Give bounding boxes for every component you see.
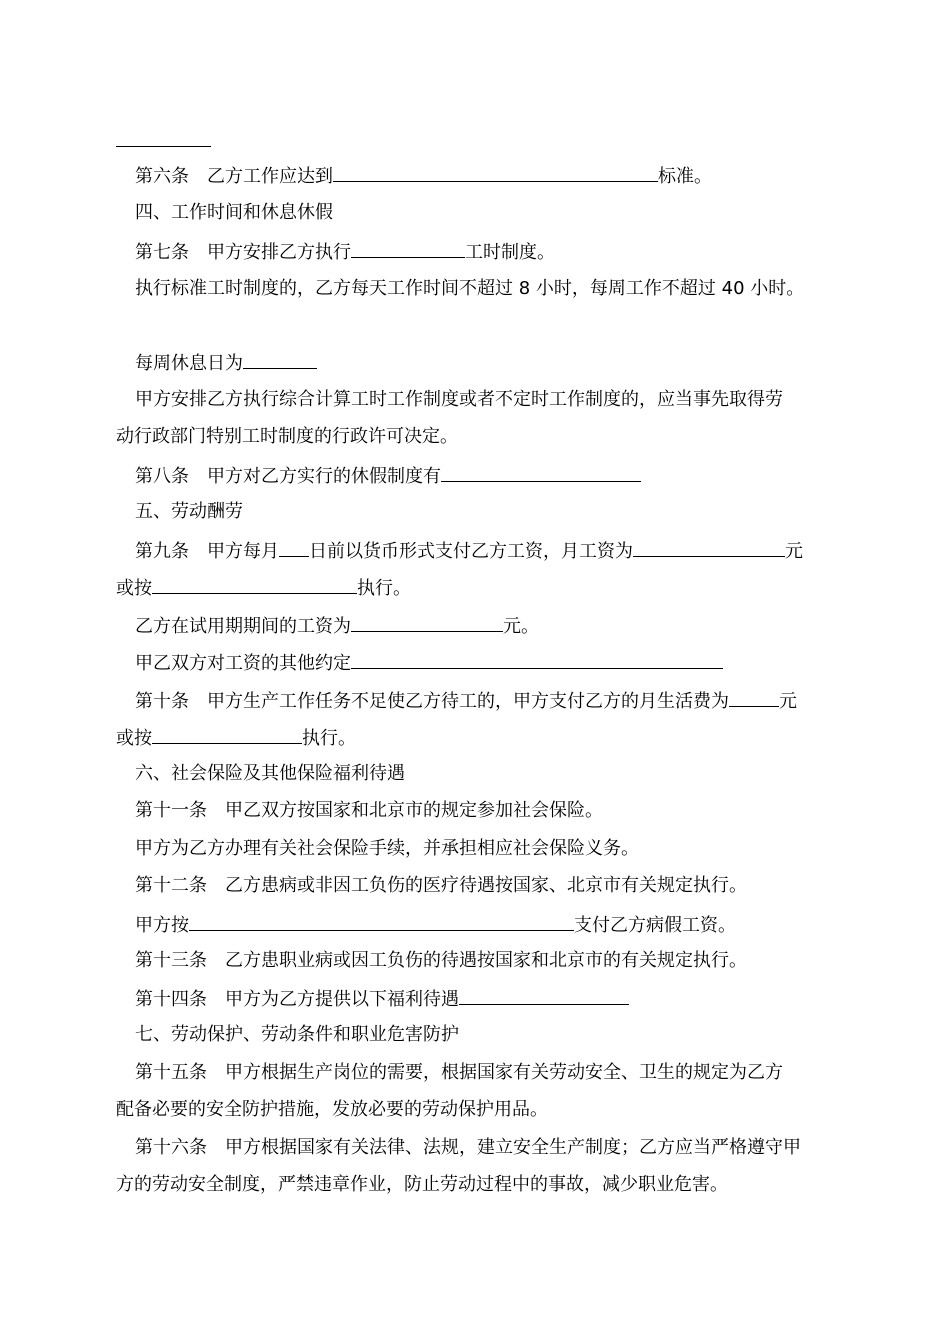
paragraph-continuation: 动行政部门特别工时制度的行政许可决定。	[116, 426, 458, 447]
text: 第八条 甲方对乙方实行的休假制度有	[135, 466, 441, 487]
fill-blank-line	[116, 146, 211, 147]
section-heading-5: 五、劳动酬劳	[135, 501, 243, 522]
text: 乙方在试用期期间的工资为	[135, 616, 351, 637]
text: 每周休息日为	[135, 353, 243, 374]
section-heading-6: 六、社会保险及其他保险福利待遇	[135, 763, 405, 784]
other-wage-agreement-line	[135, 650, 723, 676]
article-10-continuation	[116, 725, 356, 751]
text: 第七条 甲方安排乙方执行	[135, 242, 351, 263]
paragraph: 甲方为乙方办理有关社会保险手续，并承担相应社会保险义务。	[135, 838, 639, 859]
fill-blank[interactable]	[152, 575, 357, 594]
fill-blank[interactable]	[459, 986, 629, 1005]
article-10	[135, 688, 797, 714]
fill-blank[interactable]	[633, 538, 785, 557]
weekly-rest-line	[135, 350, 317, 376]
text: 元	[785, 541, 803, 562]
text: 或按	[116, 578, 152, 599]
article-8	[135, 463, 641, 489]
paragraph: 执行标准工时制度的，乙方每天工作时间不超过 8 小时，每周工作不超过 40 小时。	[135, 278, 805, 299]
article-12: 第十二条 乙方患病或非因工负伤的医疗待遇按国家、北京市有关规定执行。	[135, 875, 747, 896]
article-6	[135, 163, 712, 189]
text: 标准。	[658, 166, 712, 187]
section-heading-4: 四、工作时间和休息休假	[135, 202, 333, 223]
fill-blank[interactable]	[333, 163, 658, 182]
fill-blank[interactable]	[152, 725, 302, 744]
text: 第九条 甲方每月	[135, 541, 279, 562]
article-16: 第十六条 甲方根据国家有关法律、法规，建立安全生产制度；乙方应当严格遵守甲	[135, 1137, 801, 1158]
sick-pay-line	[135, 912, 736, 938]
probation-wage-line	[135, 613, 539, 639]
article-14	[135, 986, 629, 1012]
text: 甲乙双方对工资的其他约定	[135, 653, 351, 674]
article-15-continuation: 配备必要的安全防护措施，发放必要的劳动保护用品。	[116, 1099, 548, 1120]
fill-blank[interactable]	[729, 688, 779, 707]
fill-blank[interactable]	[351, 650, 723, 669]
text: 支付乙方病假工资。	[574, 915, 736, 936]
paragraph: 甲方安排乙方执行综合计算工时工作制度或者不定时工作制度的，应当事先取得劳	[135, 389, 783, 410]
text: 工时制度。	[465, 242, 555, 263]
text: 日前以货币形式支付乙方工资，月工资为	[309, 541, 633, 562]
text: 元。	[503, 616, 539, 637]
article-13: 第十三条 乙方患职业病或因工负伤的待遇按国家和北京市的有关规定执行。	[135, 950, 747, 971]
fill-blank[interactable]	[189, 912, 574, 931]
article-9	[135, 538, 803, 564]
fill-blank[interactable]	[243, 350, 317, 369]
article-9-continuation	[116, 575, 411, 601]
fill-blank[interactable]	[279, 538, 309, 557]
text: 第六条 乙方工作应达到	[135, 166, 333, 187]
text: 执行。	[302, 728, 356, 749]
fill-blank[interactable]	[441, 463, 641, 482]
text: 元	[779, 691, 797, 712]
article-7	[135, 239, 555, 265]
text: 甲方按	[135, 915, 189, 936]
text: 或按	[116, 728, 152, 749]
article-16-continuation: 方的劳动安全制度，严禁违章作业，防止劳动过程中的事故，减少职业危害。	[116, 1174, 728, 1195]
article-11: 第十一条 甲乙双方按国家和北京市的规定参加社会保险。	[135, 800, 603, 821]
text: 执行。	[357, 578, 411, 599]
section-heading-7: 七、劳动保护、劳动条件和职业危害防护	[135, 1024, 459, 1045]
article-15: 第十五条 甲方根据生产岗位的需要，根据国家有关劳动安全、卫生的规定为乙方	[135, 1062, 783, 1083]
fill-blank[interactable]	[351, 613, 503, 632]
text: 第十四条 甲方为乙方提供以下福利待遇	[135, 989, 459, 1010]
text: 第十条 甲方生产工作任务不足使乙方待工的，甲方支付乙方的月生活费为	[135, 691, 729, 712]
fill-blank[interactable]	[351, 239, 465, 258]
